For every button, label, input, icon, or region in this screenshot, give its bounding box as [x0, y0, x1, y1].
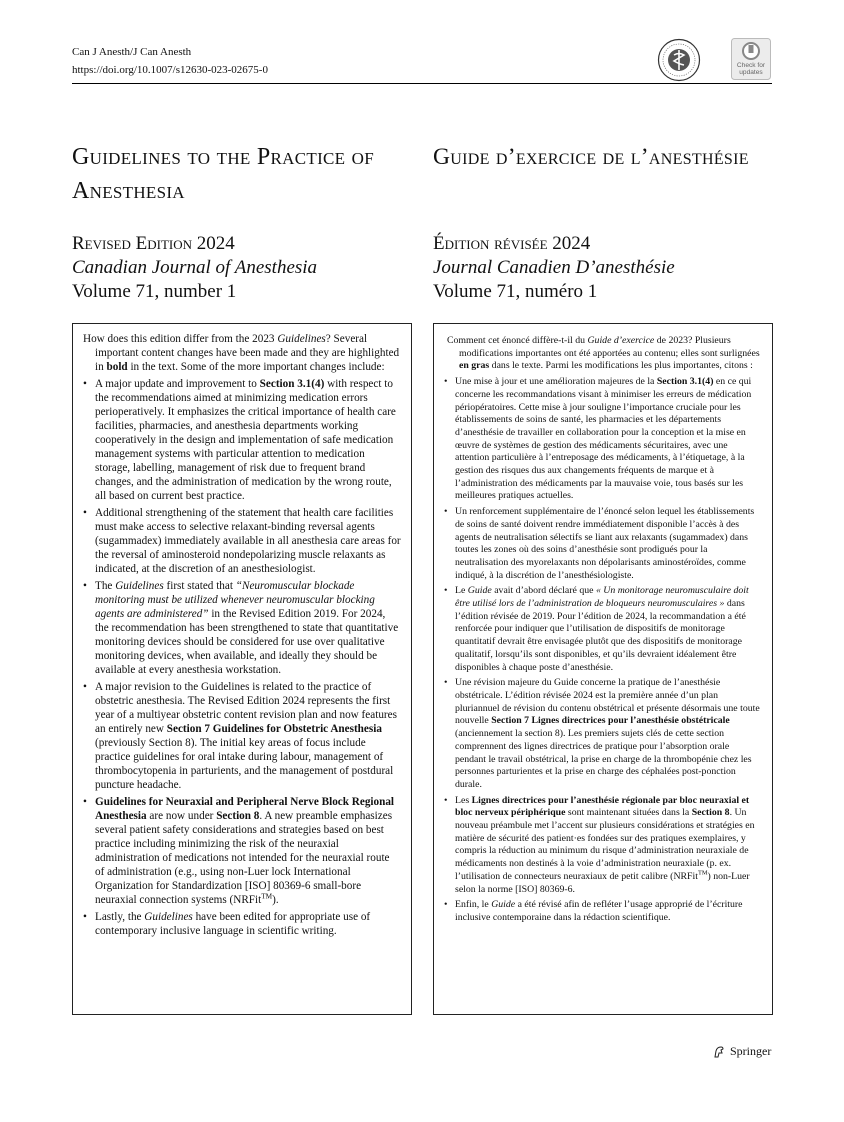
english-journal: Canadian Journal of Anesthesia — [72, 257, 318, 278]
english-changes-box — [72, 323, 412, 1015]
springer-horse-icon — [712, 1045, 726, 1059]
list-item: • Lastly, the Guidelines have been edited for appropriate use of contemporary inclusive language in scientific writing. — [83, 910, 401, 938]
english-change-list — [83, 377, 401, 938]
check-updates-icon — [731, 38, 771, 80]
check-for-updates-button[interactable] — [731, 38, 771, 80]
doi-link[interactable]: https://doi.org/10.1007/s12630-023-02675-0 — [72, 64, 268, 76]
badge-label-1: Check for — [736, 62, 766, 69]
french-journal: Journal Canadien D’anesthésie — [433, 257, 675, 278]
french-column — [433, 140, 773, 304]
list-item: • Un renforcement supplémentaire de l’énoncé selon lequel les établissements de soins de santé doivent rendre immédiatement disponible l’accès à des agents de neutralisation sélectifs se liant aux relaxants (sugammadex) dans toutes les zones où des soins d’anesthésie sont prodigués pour la neutralisation des myorelaxants non dépolarisants aminostéroïdes, comme indiqué, à la discrétion de l’anesthésiologiste. — [444, 506, 762, 582]
english-title: Guidelines to the Practice of Anesthesia — [72, 144, 374, 204]
list-item: • Une révision majeure du Guide concerne la pratique de l’anesthésie obstétricale. L’édition révisée 2024 est la première année d’un plan pluriannuel de révision du contenu obstétrical et présente désormais une toute nouvelle Section 7 Lignes directrices pour l’anesthésie obstétricale (anciennement la section 8). Les premiers sujets clés de cette section comprennent des lignes directrices de pratique pour l’absorption orale pendant le travail obstétrical, la prise en charge de la thrombopénie chez les personnes parturientes et la prise en charge des céphalées post-ponction durale. — [444, 677, 762, 791]
french-changes-box — [433, 323, 773, 1015]
english-edition: Revised Edition 2024 — [72, 233, 235, 254]
journal-abbrev: Can J Anesth/J Can Anesth — [72, 46, 192, 58]
english-column — [72, 140, 412, 304]
french-volume: Volume 71, numéro 1 — [433, 281, 598, 302]
list-item: • A major revision to the Guidelines is related to the practice of obstetric anesthesia. The Revised Edition 2024 represents the first year of a multiyear obstetric content revision plan and now features an entirely new Section 7 Guidelines for Obstetric Anesthesia (previously Section 8). The initial key areas of focus include practice guidelines for oral intake during labour, management of thrombocytopenia in parturients, and the management of postdural puncture headache. — [83, 680, 401, 792]
running-header — [72, 43, 268, 79]
list-item: • The Guidelines first stated that “Neuromuscular blockade monitoring must be utilized whenever neuromuscular blocking agents are administered” in the Revised Edition 2019. For 2024, the recommendation has been strengthened to state that quantitative monitoring devices should be considered for use over qualitative monitoring devices, when available, and ideally they should be available at every anesthesia workstation. — [83, 579, 401, 677]
publisher-mark — [712, 1044, 771, 1059]
publisher-name: Springer — [730, 1044, 772, 1058]
english-edition-block — [72, 232, 412, 304]
french-title: Guide d’exercice de l’anesthésie — [433, 144, 749, 170]
list-item: • A major update and improvement to Section 3.1(4) with respect to the recommendations aimed at minimizing medication errors perioperatively. It emphasizes the critical importance of health care facilities, pharmacies, and anesthesia departments working cooperatively in the design and implementation of safe medication management systems with particular attention to medication storage, labelling, management of risk due to frequent brand changes, and the administration of medication by the wrong route, all based on current best practice. — [83, 377, 401, 503]
english-volume: Volume 71, number 1 — [72, 281, 237, 302]
french-change-list — [444, 376, 762, 925]
list-item: • Le Guide avait d’abord déclaré que « Un monitorage neuromusculaire doit être utilisé lors de l’administration de bloqueurs neuromusculaires » dans l’édition révisée de 2019. Pour l’édition de 2024, la recommandation a été renforcée pour indiquer que l’utilisation de dispositifs de monitorage quantitatif devrait être envisagée plutôt que des dispositifs de monitorage qualitatif, lorsqu’ils sont disponibles, et qu’ils devraient idéalement être disponibles à chaque poste d’anesthésie. — [444, 585, 762, 674]
french-edition-block — [433, 232, 773, 304]
french-intro: Comment cet énoncé diffère-t-il du Guide d’exercice de 2023? Plusieurs modifications importantes ont été apportées au contenu; elles sont surlignées en gras dans le texte. Parmi les modifications les plus importantes, citons : — [447, 335, 760, 372]
list-item: • Une mise à jour et une amélioration majeures de la Section 3.1(4) en ce qui concerne les recommandations visant à minimiser les erreurs de médication périopératoires. Cette mise à jour souligne l’importance cruciale pour les établissements de soins de santé, les pharmacies et les départements d’anesthésie de travailler en collaboration pour la conception et la mise en œuvre de systèmes de gestion des médicaments sécuritaires, avec une attention particulière à l’entreposage des médicaments, à l’étiquetage, à la gestion des risques dus aux changements fréquents de marque et à l’administration des médicaments par la mauvaise voie, tous basés sur les meilleures pratiques actuelles. — [444, 376, 762, 503]
header-rule — [72, 83, 772, 84]
english-intro: How does this edition differ from the 2023 Guidelines? Several important content changes have been made and they are highlighted in bold in the text. Some of the more important changes include: — [83, 333, 400, 373]
list-item: • Additional strengthening of the statement that health care facilities must make access to selective relaxant-binding reversal agents (sugammadex) immediately available in all anesthesia care areas for the reversal of aminosteroid nondepolarizing muscle relaxants as indicated, at the discretion of an anesthesiologist. — [83, 506, 401, 576]
list-item: • Guidelines for Neuraxial and Peripheral Nerve Block Regional Anesthesia are now under Section 8. A new preamble emphasizes several patient safety considerations and strategies based on best practice including minimizing the risk of the neuraxial administration of medications not intended for the neuraxial route of administration (e.g., using non-Luer lock International Organization for Standardization [ISO] 80369-6 small-bore neuraxial connection systems (NRFit™). — [83, 795, 401, 907]
badge-label-2: updates — [739, 69, 763, 76]
french-edition: Édition révisée 2024 — [433, 233, 591, 254]
list-item: • Les Lignes directrices pour l’anesthésie régionale par bloc neuraxial et bloc nerveux périphérique sont maintenant situées dans la Section 8. Un nouveau préambule met l’accent sur plusieurs considérations et stratégies en matière de sécurité des patient·es fondées sur des pratiques exemplaires, y compris la réduction au minimum du risque d’administration neuraxiale de médicaments non destinés à la voie d’administration neuraxiale (p. ex. l’utilisation de connecteurs neuraxiaux de petit calibre (NRFit™) non-Luer selon la norme [ISO] 80369-6. — [444, 795, 762, 897]
journal-logo-icon — [657, 38, 701, 82]
list-item: • Enfin, le Guide a été révisé afin de refléter l’usage approprié de l’écriture inclusive contemporaine dans la rédaction scientifique. — [444, 899, 762, 924]
